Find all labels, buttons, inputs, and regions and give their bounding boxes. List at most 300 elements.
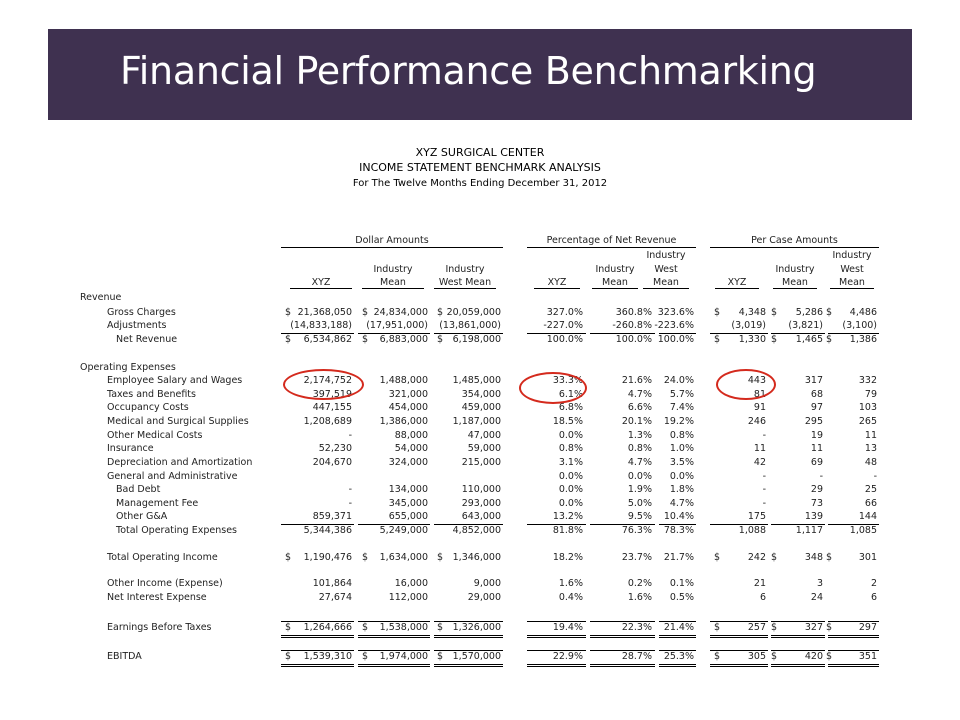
total-rule bbox=[828, 664, 879, 665]
cell-value: - bbox=[762, 430, 766, 441]
total-rule bbox=[358, 333, 430, 334]
currency-symbol: $ bbox=[437, 622, 444, 633]
cell-value: 0.2% bbox=[627, 578, 652, 589]
group-header: Per Case Amounts bbox=[751, 235, 838, 246]
total-rule bbox=[659, 635, 696, 636]
cell-value: 0.0% bbox=[558, 471, 583, 482]
cell-value: 1,634,000 bbox=[379, 552, 428, 563]
cell-value: 1,974,000 bbox=[379, 651, 428, 662]
cell-value: 6,198,000 bbox=[452, 334, 501, 345]
total-rule bbox=[281, 637, 354, 638]
cell-value: 5,344,386 bbox=[303, 525, 352, 536]
cell-value: 13 bbox=[864, 443, 877, 454]
cell-value: 447,155 bbox=[312, 402, 352, 413]
cell-value: 3.5% bbox=[669, 457, 694, 468]
cell-value: 19 bbox=[810, 430, 823, 441]
cell-value: 0.8% bbox=[669, 430, 694, 441]
cell-value: 1,264,666 bbox=[303, 622, 352, 633]
column-header-rule bbox=[534, 288, 580, 289]
total-rule bbox=[434, 524, 503, 525]
total-rule bbox=[828, 635, 879, 636]
group-header-rule bbox=[281, 247, 503, 248]
total-rule bbox=[281, 635, 354, 636]
cell-value: 69 bbox=[810, 457, 823, 468]
row-label: Total Operating Income bbox=[107, 552, 218, 563]
cell-value: 29 bbox=[810, 484, 823, 495]
slide-title: Financial Performance Benchmarking bbox=[120, 49, 817, 93]
cell-value: 1,570,000 bbox=[452, 651, 501, 662]
total-rule bbox=[527, 524, 586, 525]
total-rule bbox=[434, 664, 503, 665]
cell-value: 321,000 bbox=[388, 389, 428, 400]
total-rule bbox=[771, 650, 825, 651]
total-rule bbox=[527, 637, 586, 638]
total-rule bbox=[659, 650, 696, 651]
total-rule bbox=[590, 666, 655, 667]
column-header-rule bbox=[434, 288, 496, 289]
currency-symbol: $ bbox=[771, 552, 778, 563]
cell-value: 18.5% bbox=[552, 416, 583, 427]
total-rule bbox=[281, 524, 354, 525]
cell-value: 4.7% bbox=[669, 498, 694, 509]
column-header: Industry bbox=[775, 263, 815, 275]
row-label: Bad Debt bbox=[116, 484, 161, 495]
total-rule bbox=[281, 650, 354, 651]
row-label: Other Medical Costs bbox=[107, 430, 203, 441]
currency-symbol: $ bbox=[826, 307, 833, 318]
cell-value: 144 bbox=[858, 511, 877, 522]
total-rule bbox=[527, 666, 586, 667]
column-header-rule bbox=[643, 288, 689, 289]
cell-value: 11 bbox=[753, 443, 766, 454]
total-rule bbox=[590, 524, 655, 525]
report-period: For The Twelve Months Ending December 31, 2012 bbox=[352, 178, 608, 189]
cell-value: 66 bbox=[864, 498, 877, 509]
highlight-circle bbox=[519, 372, 587, 404]
column-header: West bbox=[840, 263, 864, 275]
column-header: XYZ bbox=[311, 277, 331, 288]
cell-value: 242 bbox=[747, 552, 766, 563]
currency-symbol: $ bbox=[285, 307, 292, 318]
cell-value: 2 bbox=[870, 578, 877, 589]
total-rule bbox=[710, 650, 768, 651]
currency-symbol: $ bbox=[826, 552, 833, 563]
cell-value: 257 bbox=[747, 622, 766, 633]
cell-value: 24 bbox=[810, 592, 823, 603]
total-rule bbox=[828, 650, 879, 651]
cell-value: 0.4% bbox=[558, 592, 583, 603]
total-rule bbox=[659, 637, 696, 638]
cell-value: 360.8% bbox=[615, 307, 652, 318]
total-rule bbox=[590, 621, 655, 622]
cell-value: 73 bbox=[810, 498, 823, 509]
cell-value: 7.4% bbox=[669, 402, 694, 413]
cell-value: 4,348 bbox=[738, 307, 766, 318]
cell-value: 4.7% bbox=[627, 457, 652, 468]
cell-value: 204,670 bbox=[312, 457, 352, 468]
cell-value: 324,000 bbox=[388, 457, 428, 468]
cell-value: 100.0% bbox=[657, 334, 694, 345]
cell-value: 52,230 bbox=[318, 443, 352, 454]
cell-value: 246 bbox=[747, 416, 766, 427]
cell-value: - bbox=[819, 471, 823, 482]
total-rule bbox=[771, 664, 825, 665]
total-rule bbox=[358, 621, 430, 622]
row-label: Earnings Before Taxes bbox=[107, 622, 212, 633]
cell-value: 19.2% bbox=[663, 416, 694, 427]
total-rule bbox=[828, 621, 879, 622]
cell-value: 0.0% bbox=[558, 484, 583, 495]
row-label: Occupancy Costs bbox=[107, 402, 189, 413]
cell-value: 16,000 bbox=[394, 578, 428, 589]
total-rule bbox=[590, 333, 655, 334]
total-rule bbox=[710, 621, 768, 622]
row-label: Total Operating Expenses bbox=[116, 525, 237, 536]
cell-value: 5.7% bbox=[669, 389, 694, 400]
row-label: Taxes and Benefits bbox=[107, 389, 196, 400]
cell-value: 9,000 bbox=[473, 578, 501, 589]
cell-value: 21,368,050 bbox=[297, 307, 352, 318]
row-label: Net Revenue bbox=[116, 334, 178, 345]
column-header: XYZ bbox=[547, 277, 567, 288]
cell-value: 139 bbox=[804, 511, 823, 522]
highlight-circle bbox=[716, 369, 776, 400]
cell-value: 101,864 bbox=[312, 578, 352, 589]
column-header-rule bbox=[290, 288, 352, 289]
cell-value: 301 bbox=[858, 552, 877, 563]
cell-value: 21.6% bbox=[621, 375, 652, 386]
cell-value: 1.6% bbox=[558, 578, 583, 589]
cell-value: 1.0% bbox=[669, 443, 694, 454]
cell-value: 28.7% bbox=[621, 651, 652, 662]
cell-value: 265 bbox=[858, 416, 877, 427]
cell-value: 345,000 bbox=[388, 498, 428, 509]
cell-value: 1,465 bbox=[795, 334, 823, 345]
cell-value: 5,286 bbox=[795, 307, 823, 318]
cell-value: 1,117 bbox=[795, 525, 823, 536]
cell-value: 297 bbox=[858, 622, 877, 633]
cell-value: 6 bbox=[870, 592, 877, 603]
cell-value: (14,833,188) bbox=[290, 320, 352, 331]
cell-value: 0.0% bbox=[669, 471, 694, 482]
column-header-rule bbox=[362, 288, 424, 289]
cell-value: 1,187,000 bbox=[452, 416, 501, 427]
column-header-rule bbox=[715, 288, 759, 289]
cell-value: 859,371 bbox=[312, 511, 352, 522]
cell-value: 6,534,862 bbox=[303, 334, 352, 345]
column-header: Industry bbox=[445, 263, 485, 275]
cell-value: 97 bbox=[810, 402, 823, 413]
cell-value: 351 bbox=[858, 651, 877, 662]
total-rule bbox=[358, 524, 430, 525]
cell-value: 78.3% bbox=[663, 525, 694, 536]
cell-value: 6.8% bbox=[558, 402, 583, 413]
total-rule bbox=[281, 664, 354, 665]
total-rule bbox=[710, 666, 768, 667]
column-header: Industry bbox=[646, 250, 686, 261]
cell-value: 3.1% bbox=[558, 457, 583, 468]
cell-value: 6.1% bbox=[558, 389, 583, 400]
total-rule bbox=[527, 621, 586, 622]
section-revenue: Revenue bbox=[80, 292, 122, 303]
cell-value: (13,861,000) bbox=[439, 320, 501, 331]
cell-value: 25.3% bbox=[663, 651, 694, 662]
cell-value: 3 bbox=[816, 578, 823, 589]
cell-value: - bbox=[873, 471, 877, 482]
cell-value: 317 bbox=[804, 375, 823, 386]
row-label: Employee Salary and Wages bbox=[107, 375, 243, 386]
cell-value: 81 bbox=[753, 389, 766, 400]
cell-value: 20,059,000 bbox=[446, 307, 501, 318]
cell-value: 18.2% bbox=[552, 552, 583, 563]
title-bar bbox=[48, 29, 912, 120]
total-rule bbox=[771, 621, 825, 622]
total-rule bbox=[281, 666, 354, 667]
total-rule bbox=[281, 333, 354, 334]
total-rule bbox=[771, 637, 825, 638]
cell-value: 110,000 bbox=[461, 484, 501, 495]
column-header: Industry bbox=[832, 250, 872, 261]
currency-symbol: $ bbox=[714, 651, 721, 662]
cell-value: 5.0% bbox=[627, 498, 652, 509]
cell-value: 1,190,476 bbox=[303, 552, 352, 563]
cell-value: 20.1% bbox=[621, 416, 652, 427]
currency-symbol: $ bbox=[437, 307, 444, 318]
cell-value: - bbox=[348, 498, 352, 509]
cell-value: 293,000 bbox=[461, 498, 501, 509]
report-name: INCOME STATEMENT BENCHMARK ANALYSIS bbox=[359, 161, 601, 174]
cell-value: (17,951,000) bbox=[366, 320, 428, 331]
cell-value: 1.9% bbox=[627, 484, 652, 495]
currency-symbol: $ bbox=[437, 552, 444, 563]
cell-value: 1,538,000 bbox=[379, 622, 428, 633]
cell-value: 112,000 bbox=[388, 592, 428, 603]
row-label: Gross Charges bbox=[107, 307, 176, 318]
cell-value: 21.4% bbox=[663, 622, 694, 633]
cell-value: 48 bbox=[864, 457, 877, 468]
column-header: West Mean bbox=[438, 277, 492, 288]
total-rule bbox=[358, 650, 430, 651]
row-label: Net Interest Expense bbox=[107, 592, 207, 603]
total-rule bbox=[710, 664, 768, 665]
column-header: Mean bbox=[653, 277, 679, 288]
total-rule bbox=[828, 637, 879, 638]
cell-value: 6.6% bbox=[627, 402, 652, 413]
cell-value: 4,852,000 bbox=[452, 525, 501, 536]
cell-value: 23.7% bbox=[621, 552, 652, 563]
cell-value: 21 bbox=[753, 578, 766, 589]
currency-symbol: $ bbox=[714, 552, 721, 563]
currency-symbol: $ bbox=[362, 552, 369, 563]
total-rule bbox=[828, 333, 879, 334]
total-rule bbox=[659, 664, 696, 665]
cell-value: (3,821) bbox=[788, 320, 823, 331]
cell-value: 13.2% bbox=[552, 511, 583, 522]
cell-value: 323.6% bbox=[657, 307, 694, 318]
currency-symbol: $ bbox=[362, 334, 369, 345]
cell-value: 643,000 bbox=[461, 511, 501, 522]
total-rule bbox=[710, 635, 768, 636]
cell-value: 11 bbox=[810, 443, 823, 454]
row-label: Depreciation and Amortization bbox=[107, 457, 253, 468]
cell-value: 134,000 bbox=[388, 484, 428, 495]
total-rule bbox=[590, 635, 655, 636]
cell-value: 6,883,000 bbox=[379, 334, 428, 345]
column-header: West bbox=[654, 263, 678, 275]
cell-value: 305 bbox=[747, 651, 766, 662]
cell-value: - bbox=[762, 484, 766, 495]
cell-value: 76.3% bbox=[621, 525, 652, 536]
total-rule bbox=[590, 650, 655, 651]
cell-value: 9.5% bbox=[627, 511, 652, 522]
currency-symbol: $ bbox=[714, 307, 721, 318]
cell-value: 1,488,000 bbox=[379, 375, 428, 386]
total-rule bbox=[434, 650, 503, 651]
cell-value: 22.3% bbox=[621, 622, 652, 633]
cell-value: 19.4% bbox=[552, 622, 583, 633]
total-rule bbox=[358, 635, 430, 636]
row-label: Other Income (Expense) bbox=[107, 578, 223, 589]
cell-value: 68 bbox=[810, 389, 823, 400]
currency-symbol: $ bbox=[771, 307, 778, 318]
cell-value: 1,386,000 bbox=[379, 416, 428, 427]
currency-symbol: $ bbox=[362, 622, 369, 633]
total-rule bbox=[434, 637, 503, 638]
column-header: Industry bbox=[373, 263, 413, 275]
cell-value: 25 bbox=[864, 484, 877, 495]
currency-symbol: $ bbox=[826, 334, 833, 345]
column-header-rule bbox=[773, 288, 817, 289]
cell-value: - bbox=[348, 484, 352, 495]
row-label: Management Fee bbox=[116, 498, 199, 509]
group-header: Dollar Amounts bbox=[355, 235, 429, 246]
cell-value: 397,519 bbox=[312, 389, 352, 400]
total-rule bbox=[771, 333, 825, 334]
total-rule bbox=[434, 621, 503, 622]
cell-value: -260.8% bbox=[612, 320, 652, 331]
cell-value: 1,326,000 bbox=[452, 622, 501, 633]
cell-value: 1,088 bbox=[738, 525, 766, 536]
cell-value: 1,085 bbox=[849, 525, 877, 536]
total-rule bbox=[358, 666, 430, 667]
cell-value: 10.4% bbox=[663, 511, 694, 522]
row-label: Insurance bbox=[107, 443, 154, 454]
column-header-rule bbox=[830, 288, 874, 289]
total-rule bbox=[710, 637, 768, 638]
total-rule bbox=[659, 524, 696, 525]
cell-value: 332 bbox=[858, 375, 877, 386]
total-rule bbox=[358, 637, 430, 638]
cell-value: 59,000 bbox=[467, 443, 501, 454]
row-label: Medical and Surgical Supplies bbox=[107, 416, 249, 427]
total-rule bbox=[771, 666, 825, 667]
column-header: XYZ bbox=[727, 277, 747, 288]
cell-value: 33.3% bbox=[552, 375, 583, 386]
total-rule bbox=[659, 621, 696, 622]
cell-value: 22.9% bbox=[552, 651, 583, 662]
report-company: XYZ SURGICAL CENTER bbox=[415, 146, 545, 159]
cell-value: 4.7% bbox=[627, 389, 652, 400]
currency-symbol: $ bbox=[826, 622, 833, 633]
cell-value: 54,000 bbox=[394, 443, 428, 454]
cell-value: 1,386 bbox=[849, 334, 877, 345]
currency-symbol: $ bbox=[714, 622, 721, 633]
row-label: General and Administrative bbox=[107, 471, 238, 482]
cell-value: 47,000 bbox=[467, 430, 501, 441]
column-header: Mean bbox=[602, 277, 628, 288]
row-label: EBITDA bbox=[107, 651, 142, 662]
cell-value: 100.0% bbox=[615, 334, 652, 345]
cell-value: 327.0% bbox=[546, 307, 583, 318]
cell-value: 0.0% bbox=[558, 430, 583, 441]
total-rule bbox=[527, 664, 586, 665]
total-rule bbox=[358, 664, 430, 665]
currency-symbol: $ bbox=[285, 651, 292, 662]
total-rule bbox=[527, 333, 586, 334]
cell-value: 459,000 bbox=[461, 402, 501, 413]
cell-value: 24.0% bbox=[663, 375, 694, 386]
cell-value: 295 bbox=[804, 416, 823, 427]
cell-value: 4,486 bbox=[849, 307, 877, 318]
cell-value: 1.6% bbox=[627, 592, 652, 603]
highlight-circle bbox=[283, 369, 364, 400]
total-rule bbox=[828, 524, 879, 525]
cell-value: 103 bbox=[858, 402, 877, 413]
cell-value: 5,249,000 bbox=[379, 525, 428, 536]
currency-symbol: $ bbox=[362, 651, 369, 662]
column-header: Mean bbox=[839, 277, 865, 288]
cell-value: 175 bbox=[747, 511, 766, 522]
column-header: Mean bbox=[782, 277, 808, 288]
cell-value: 2,174,752 bbox=[303, 375, 352, 386]
currency-symbol: $ bbox=[285, 622, 292, 633]
total-rule bbox=[590, 664, 655, 665]
cell-value: 0.0% bbox=[558, 498, 583, 509]
total-rule bbox=[527, 650, 586, 651]
total-rule bbox=[527, 635, 586, 636]
currency-symbol: $ bbox=[771, 622, 778, 633]
currency-symbol: $ bbox=[285, 334, 292, 345]
cell-value: 1,346,000 bbox=[452, 552, 501, 563]
cell-value: 0.0% bbox=[627, 471, 652, 482]
total-rule bbox=[710, 524, 768, 525]
cell-value: 1,485,000 bbox=[452, 375, 501, 386]
row-label: Adjustments bbox=[107, 320, 167, 331]
currency-symbol: $ bbox=[714, 334, 721, 345]
cell-value: -223.6% bbox=[654, 320, 694, 331]
total-rule bbox=[659, 666, 696, 667]
currency-symbol: $ bbox=[771, 334, 778, 345]
cell-value: 100.0% bbox=[546, 334, 583, 345]
cell-value: -227.0% bbox=[543, 320, 583, 331]
cell-value: 348 bbox=[804, 552, 823, 563]
currency-symbol: $ bbox=[437, 334, 444, 345]
cell-value: 327 bbox=[804, 622, 823, 633]
total-rule bbox=[590, 637, 655, 638]
column-header: Industry bbox=[595, 263, 635, 275]
total-rule bbox=[771, 524, 825, 525]
currency-symbol: $ bbox=[362, 307, 369, 318]
cell-value: 443 bbox=[747, 375, 766, 386]
currency-symbol: $ bbox=[285, 552, 292, 563]
cell-value: 11 bbox=[864, 430, 877, 441]
total-rule bbox=[434, 666, 503, 667]
total-rule bbox=[434, 333, 503, 334]
cell-value: 0.8% bbox=[627, 443, 652, 454]
cell-value: 29,000 bbox=[467, 592, 501, 603]
cell-value: - bbox=[762, 471, 766, 482]
section-operating-expenses: Operating Expenses bbox=[80, 362, 176, 373]
